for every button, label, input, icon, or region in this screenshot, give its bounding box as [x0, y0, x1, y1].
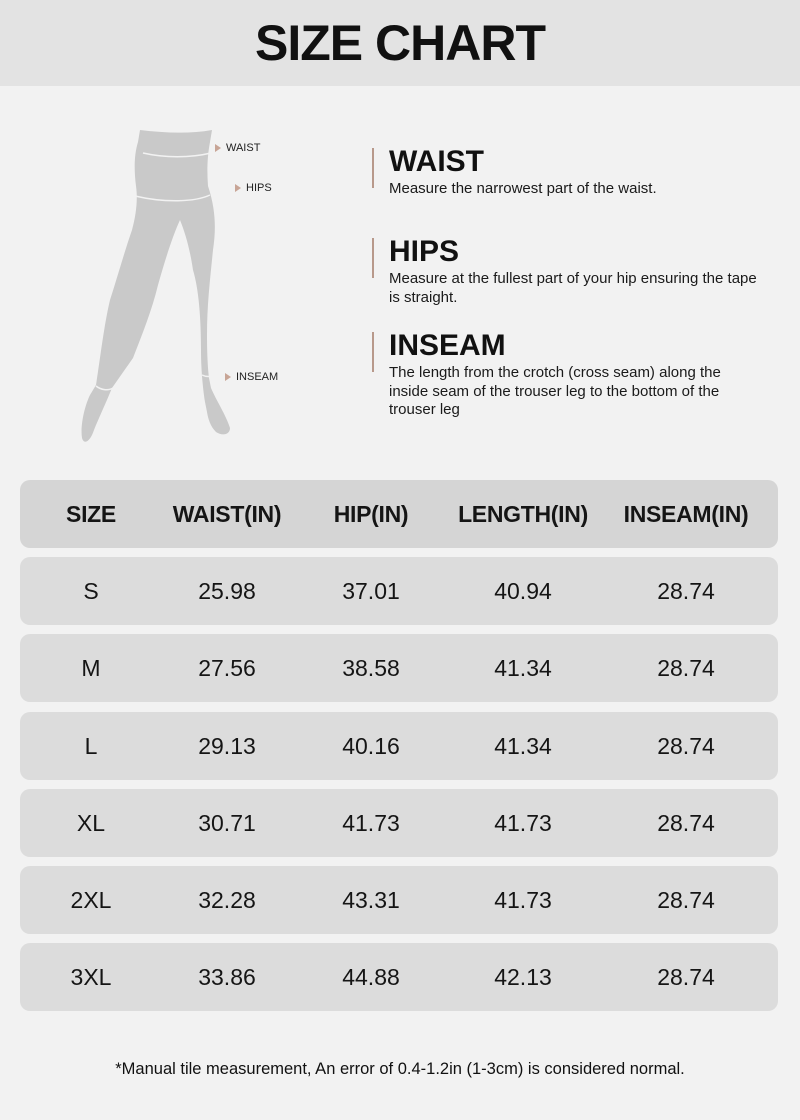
- header-inseam: INSEAM(IN): [623, 500, 749, 527]
- cell-inseam: 28.74: [657, 963, 715, 990]
- table-row: [20, 866, 778, 934]
- measure-waist: [372, 146, 762, 199]
- cell-inseam: 28.74: [657, 577, 715, 604]
- cell-length: 41.73: [494, 809, 552, 836]
- measure-description: Measure the narrowest part of the waist.: [389, 180, 657, 197]
- measure-description: The length from the crotch (cross seam) along the inside seam of the trouser leg to the bottom of the trouser leg: [389, 364, 721, 418]
- hips-marker: [235, 182, 272, 194]
- waist-marker: [215, 142, 260, 154]
- cell-waist: 33.86: [198, 963, 256, 990]
- cell-waist: 30.71: [198, 809, 256, 836]
- measure-title: HIPS: [389, 235, 460, 268]
- header-length: LENGTH(IN): [458, 500, 588, 527]
- cell-inseam: 28.74: [657, 809, 715, 836]
- leggings-silhouette: [70, 120, 330, 460]
- cell-length: 40.94: [494, 577, 552, 604]
- marker-arrow-icon: [235, 184, 241, 192]
- hips-marker-label: HIPS: [246, 182, 272, 194]
- cell-hip: 38.58: [342, 654, 400, 681]
- cell-length: 41.34: [494, 732, 552, 759]
- cell-size: XL: [76, 809, 106, 836]
- cell-waist: 27.56: [198, 654, 256, 681]
- cell-hip: 37.01: [342, 577, 400, 604]
- measure-title: INSEAM: [389, 329, 506, 362]
- measure-inseam: [372, 330, 762, 420]
- header-hip: HIP(IN): [333, 500, 409, 527]
- marker-arrow-icon: [225, 373, 231, 381]
- cell-size: L: [84, 732, 98, 759]
- cell-size: 3XL: [70, 963, 112, 990]
- table-row: [20, 789, 778, 857]
- cell-waist: 25.98: [198, 577, 256, 604]
- waist-marker-label: WAIST: [226, 142, 261, 154]
- table-row: [20, 712, 778, 780]
- table-row: [20, 557, 778, 625]
- cell-size: M: [81, 654, 101, 681]
- measure-hips: [372, 236, 762, 307]
- inseam-marker: [225, 371, 278, 383]
- cell-hip: 40.16: [342, 732, 400, 759]
- page-title: SIZE CHART: [255, 15, 545, 71]
- leggings-figure: [70, 120, 330, 460]
- accent-bar: [372, 332, 374, 372]
- footnote: *Manual tile measurement, An error of 0.4-1.2in (1-3cm) is considered normal.: [115, 1060, 685, 1078]
- cell-hip: 41.73: [342, 809, 400, 836]
- marker-arrow-icon: [215, 144, 221, 152]
- header-waist: WAIST(IN): [172, 500, 282, 527]
- accent-bar: [372, 238, 374, 278]
- accent-bar: [372, 148, 374, 188]
- cell-inseam: 28.74: [657, 732, 715, 759]
- cell-inseam: 28.74: [657, 886, 715, 913]
- cell-length: 41.73: [494, 886, 552, 913]
- cell-size: 2XL: [70, 886, 112, 913]
- table-row: [20, 943, 778, 1011]
- cell-waist: 32.28: [198, 886, 256, 913]
- measure-title: WAIST: [389, 145, 484, 178]
- inseam-marker-label: INSEAM: [236, 371, 279, 383]
- header-size: SIZE: [66, 500, 116, 527]
- cell-waist: 29.13: [198, 732, 256, 759]
- cell-size: S: [83, 577, 99, 604]
- measure-description: Measure at the fullest part of your hip ensuring the tape is straight.: [389, 270, 757, 306]
- table-header-row: [20, 480, 778, 548]
- title-banner: [0, 0, 800, 86]
- cell-hip: 43.31: [342, 886, 400, 913]
- table-row: [20, 634, 778, 702]
- cell-length: 42.13: [494, 963, 552, 990]
- cell-length: 41.34: [494, 654, 552, 681]
- cell-hip: 44.88: [342, 963, 400, 990]
- cell-inseam: 28.74: [657, 654, 715, 681]
